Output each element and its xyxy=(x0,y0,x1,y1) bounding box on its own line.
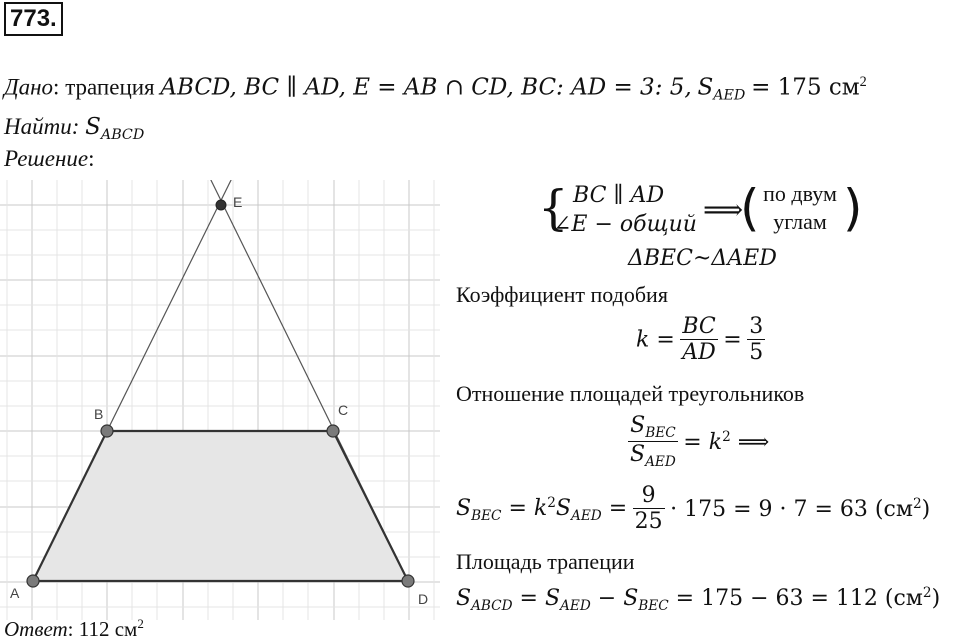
given-prefix: трапеция xyxy=(65,74,155,100)
ratio-rhs xyxy=(683,430,769,455)
given-area-exp: 2 xyxy=(859,74,867,90)
point-d xyxy=(402,575,414,587)
final-s3-sub: BEC xyxy=(638,597,669,614)
reason-paren-close: ) xyxy=(843,179,863,237)
ratio-num-s: S xyxy=(630,413,646,438)
k-frac xyxy=(680,314,718,366)
similarity: ΔBEC~ΔAED xyxy=(628,246,777,271)
solution-line xyxy=(4,146,95,172)
solution-label: Решение xyxy=(4,146,89,171)
label-e: E xyxy=(233,194,243,210)
system-line-2-text: ∠E − общий xyxy=(553,212,697,237)
final-minus: − S xyxy=(597,586,639,612)
sbec-frac-den: 25 xyxy=(634,509,663,535)
final-tail: = 175 − 63 = 112 (см xyxy=(675,586,923,612)
ratio-num-sub: BEC xyxy=(645,424,676,441)
ratio-rhs-text: = k xyxy=(683,430,723,456)
find-label: Найти: xyxy=(4,114,80,139)
sbec-exp: 2 xyxy=(547,494,556,511)
sbec-close: ) xyxy=(921,496,931,522)
k-val-frac xyxy=(747,314,765,366)
ratio-exp: 2 xyxy=(722,428,731,445)
find-line xyxy=(4,114,144,143)
k-val-den: 5 xyxy=(749,340,764,366)
system-line-1: BC ∥ AD xyxy=(573,183,665,208)
sbec-lhs-s: S xyxy=(456,495,472,521)
ratio-frac xyxy=(628,413,678,471)
system-line-2 xyxy=(553,211,697,237)
reason-line-1: по двум xyxy=(763,181,837,206)
given-area-value: = 175 см xyxy=(751,74,860,101)
final-close: ) xyxy=(931,586,941,612)
final-formula xyxy=(456,585,940,614)
solution-colon: : xyxy=(88,146,95,171)
answer-label: Ответ xyxy=(4,616,68,641)
k-eq: = xyxy=(723,327,742,353)
ratio-den-sub: AED xyxy=(645,454,676,471)
label-a: A xyxy=(10,585,20,601)
sbec-eq1: = k xyxy=(508,495,548,521)
final-s2-sub: AED xyxy=(560,597,591,614)
given-area-sub: AED xyxy=(713,87,746,104)
sbec-frac xyxy=(633,483,665,535)
label-d: D xyxy=(418,591,429,607)
problem-number: 773. xyxy=(4,2,63,36)
final-s1-sub: ABCD xyxy=(471,597,513,614)
find-symbol: S xyxy=(85,114,101,140)
ratio-den-s: S xyxy=(630,442,646,468)
ratio-label: Отношение площадей треугольников xyxy=(456,381,805,406)
answer-colon: : xyxy=(67,616,74,641)
sbec-eq2: = xyxy=(608,495,628,521)
sbec-s: S xyxy=(555,495,571,521)
sbec-tail-exp: 2 xyxy=(912,495,922,512)
point-a xyxy=(27,575,39,587)
sbec-lhs xyxy=(456,494,628,524)
given-line xyxy=(4,74,867,104)
coef-label: Коэффициент подобия xyxy=(456,282,668,307)
k-val-num: 3 xyxy=(749,314,764,339)
sbec-tail xyxy=(670,497,930,522)
given-colon: : xyxy=(53,74,60,100)
ratio-formula xyxy=(628,413,769,471)
sbec-tail-text: · 175 = 9 · 7 = 63 (см xyxy=(670,496,913,522)
sbec-s-sub: AED xyxy=(570,507,602,524)
sbec-formula xyxy=(456,483,930,535)
label-c: C xyxy=(338,402,349,418)
k-den: AD xyxy=(682,340,716,366)
answer-value: 112 см xyxy=(78,616,138,641)
answer-line xyxy=(4,616,144,642)
reason-paren-open: ( xyxy=(740,179,760,237)
sbec-lhs-sub: BEC xyxy=(471,507,502,524)
final-tail-exp: 2 xyxy=(922,585,932,601)
k-num: BC xyxy=(680,314,718,340)
k-lhs: k = xyxy=(636,327,675,353)
trapezoid-fill xyxy=(33,431,408,581)
k-formula xyxy=(636,314,765,366)
trap-label: Площадь трапеции xyxy=(456,549,635,574)
given-expr: ABCD, BC ∥ AD, E = AB ∩ CD, BC: AD = 3: 5, xyxy=(160,74,692,101)
point-c xyxy=(327,425,339,437)
final-s1: S xyxy=(456,586,472,612)
sbec-frac-num: 9 xyxy=(633,483,665,509)
point-e xyxy=(216,200,226,210)
given-area-symbol: S xyxy=(697,74,714,101)
given-label: Дано xyxy=(4,74,54,100)
geometry-figure xyxy=(0,180,440,620)
system-brace: { xyxy=(538,180,569,236)
reason-line-2: углам xyxy=(773,209,827,234)
answer-exp: 2 xyxy=(137,616,144,631)
implies-arrow: ⟹ xyxy=(703,195,744,226)
find-sub: ABCD xyxy=(100,126,145,143)
ratio-implies: ⟹ xyxy=(737,430,770,456)
point-b xyxy=(101,425,113,437)
label-b: B xyxy=(94,406,104,422)
ratio-den xyxy=(628,442,678,470)
final-eq: = S xyxy=(519,586,561,612)
ratio-num xyxy=(628,413,678,442)
